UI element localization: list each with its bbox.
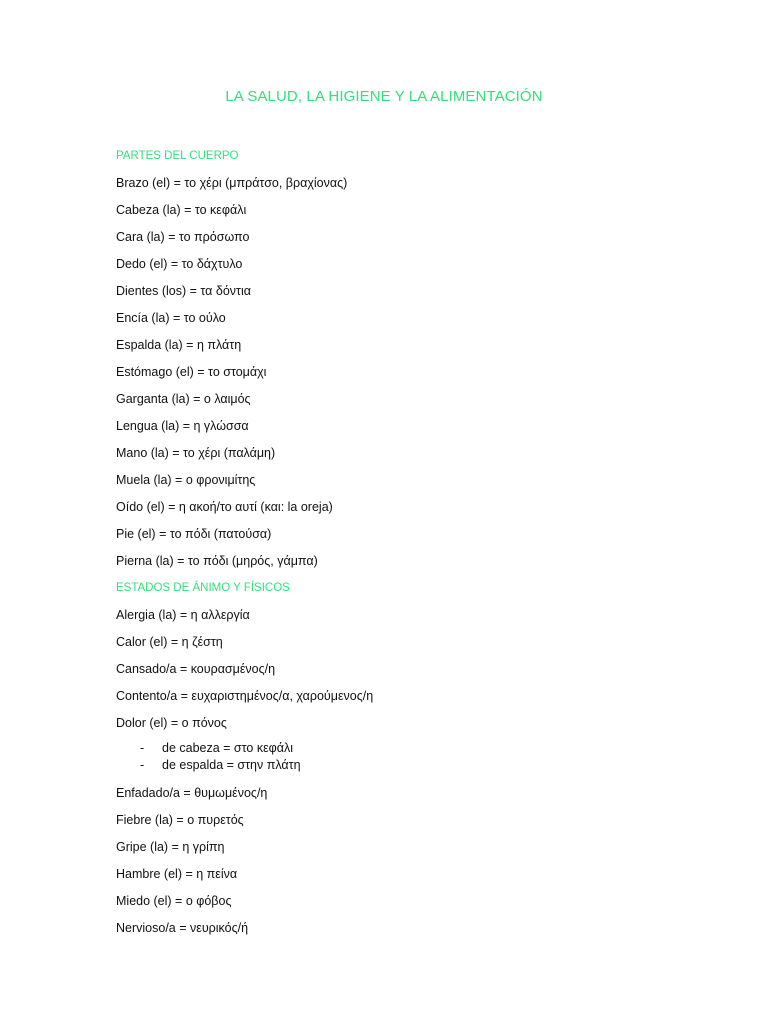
sublist-item-text: de cabeza = στο κεφάλι	[162, 741, 294, 755]
vocab-entry: Contento/a = ευχαριστημένος/α, χαρούμενος/η	[116, 689, 374, 703]
vocab-entry: Calor (el) = η ζέστη	[116, 635, 223, 649]
dash-bullet: -	[140, 741, 145, 755]
sublist-item	[116, 740, 716, 757]
vocab-entry: Dientes (los) = τα δόντια	[116, 284, 251, 298]
vocab-entry: Garganta (la) = ο λαιμός	[116, 392, 251, 406]
vocab-entry: Muela (la) = ο φρονιμίτης	[116, 473, 256, 487]
vocab-entry: Espalda (la) = η πλάτη	[116, 338, 242, 352]
vocab-entry: Encía (la) = το ούλο	[116, 311, 226, 325]
sublist-item-text: de espalda = στην πλάτη	[162, 758, 301, 772]
vocab-entry: Cabeza (la) = το κεφάλι	[116, 203, 247, 217]
section-heading-body-parts: PARTES DEL CUERPO	[116, 150, 239, 162]
vocab-entry: Dolor (el) = ο πόνος	[116, 716, 227, 730]
document-title: LA SALUD, LA HIGIENE Y LA ALIMENTACIÓN	[225, 88, 543, 105]
vocab-entry: Pierna (la) = το πόδι (μηρός, γάμπα)	[116, 554, 318, 568]
document-body	[116, 148, 716, 947]
vocab-entry: Mano (la) = το χέρι (παλάμη)	[116, 446, 276, 460]
vocab-entry: Enfadado/a = θυμωμένος/η	[116, 786, 268, 800]
vocab-entry: Lengua (la) = η γλώσσα	[116, 419, 249, 433]
dolor-sublist	[116, 740, 716, 774]
dash-bullet: -	[140, 758, 145, 772]
vocab-entry: Dedo (el) = το δάχτυλο	[116, 257, 243, 271]
vocab-entry: Alergia (la) = η αλλεργία	[116, 608, 250, 622]
vocab-entry: Brazo (el) = το χέρι (μπράτσο, βραχίονας)	[116, 176, 348, 190]
vocab-entry: Fiebre (la) = ο πυρετός	[116, 813, 244, 827]
vocab-entry: Pie (el) = το πόδι (πατούσα)	[116, 527, 272, 541]
section-heading-moods: ESTADOS DE ÁNIMO Y FÍSICOS	[116, 582, 290, 594]
vocab-entry: Hambre (el) = η πείνα	[116, 867, 238, 881]
vocab-entry: Gripe (la) = η γρίπη	[116, 840, 225, 854]
vocab-entry: Estómago (el) = το στομάχι	[116, 365, 267, 379]
vocab-entry: Cara (la) = το πρόσωπο	[116, 230, 250, 244]
vocab-entry: Cansado/a = κουρασμένος/η	[116, 662, 276, 676]
vocab-entry: Miedo (el) = ο φόβος	[116, 894, 232, 908]
vocab-entry: Oído (el) = η ακοή/το αυτί (και: la oreja)	[116, 500, 333, 514]
sublist-item	[116, 757, 716, 774]
vocab-entry: Nervioso/a = νευρικός/ή	[116, 921, 249, 935]
